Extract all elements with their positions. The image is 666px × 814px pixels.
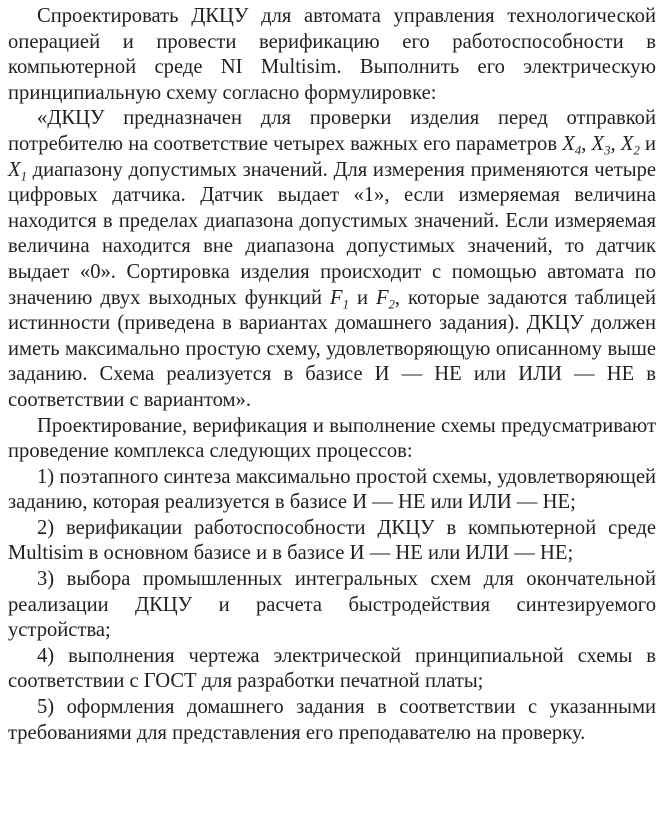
variable-f2: $F_2$ (375, 286, 395, 311)
intro-paragraph (8, 4, 656, 106)
list-item (8, 644, 656, 695)
quote-text-part1: «ДКЦУ предназначен для проверки изделия перед отправкой потребителю на соответствие четырех важных его параметров (8, 107, 656, 155)
step-1-text: 1) поэтапного синтеза максимально простой схемы, удовлетворяющей заданию, которая реализуется в базисе И — НЕ или ИЛИ — НЕ; (8, 465, 656, 514)
list-item (8, 695, 656, 746)
intro-text: Спроектировать ДКЦУ для автомата управления технологической операцией и провести верификацию его работоспособности в компьютерной среде NI Multisim. Выполнить его электрическую принципиальную схему согласно формулировке: (8, 5, 656, 104)
quote-text-part3: которые задаются таблицей истинности (приведена в вариантах домашнего задания). ДКЦУ должен иметь максимально простую схему, удовлетворяющую описанному выше заданию. Схема реализуется в базисе И — НЕ или ИЛИ — НЕ в соответствии с вариантом». (8, 286, 656, 411)
step-5-text: 5) оформления домашнего задания в соответствии с указанными требованиями для представления его преподавателю на проверку. (8, 696, 656, 744)
list-item (8, 465, 656, 516)
variable-x1: $X_1$ (8, 158, 27, 184)
variable-x4: $X_4$ (562, 132, 582, 158)
quote-paragraph: «ДКЦУ предназначен для проверки изделия перед отправкой потребителю на соответствие четырех важных его параметров $X_4$, $X_3$, $X_2$ и $X_1$ диапазону допустимых значений. Для измерения применяются четыре цифровых датчика. Датчик выдает «1», если измеряемая величина находится в пределах диапазона допустимых значений. Если измеряемая величина находится вне диапазона допустимых значений, то датчик выдает «0». Сортировка изделия происходит с помощью автомата по значению двух выходных функций $F_1$ и $F_2$, которые задаются таблицей истинности (приведена в вариантах домашнего задания). ДКЦУ должен иметь максимально простую схему, удовлетворяющую описанному выше заданию. Схема реализуется в базисе И — НЕ или ИЛИ — НЕ в соответствии с вариантом». (8, 107, 657, 411)
step-3-text: 3) выбора промышленных интегральных схем для окончательной реализации ДКЦУ и расчета быстродействия синтезируемого устройства; (8, 568, 656, 642)
quote-text-part2: диапазону допустимых значений. Для измерения применяются четыре цифровых датчика. Датчик выдает «1», если измеряемая величина находится в пределах диапазона допустимых значений. Если измеряемая величина находится вне диапазона допустимых значений, то датчик выдает «0». Сортировка изделия происходит с помощью автомата по значению двух выходных функций (8, 158, 657, 309)
conjunction-and: и (644, 132, 657, 155)
step-4-text: 4) выполнения чертежа электрической принципиальной схемы в соответствии с ГОСТ для разработки печатной платы; (8, 644, 656, 693)
variable-x3: $X_3$ (591, 132, 611, 158)
step-2-text: 2) верификации работоспособности ДКЦУ в компьютерной среде Multisim в основном базисе и в базисе И — НЕ или ИЛИ — НЕ; (8, 516, 656, 565)
variable-f1: $F_1$ (329, 286, 349, 311)
list-item (8, 567, 656, 644)
list-item (8, 516, 656, 567)
design-intro-text: Проектирование, верификация и выполнение схемы предусматривают проведение комплекса следующих процессов: (8, 414, 656, 463)
variable-x2: $X_2$ (620, 132, 640, 158)
conjunction-and-2: и (356, 286, 368, 309)
design-intro-paragraph (8, 414, 656, 465)
